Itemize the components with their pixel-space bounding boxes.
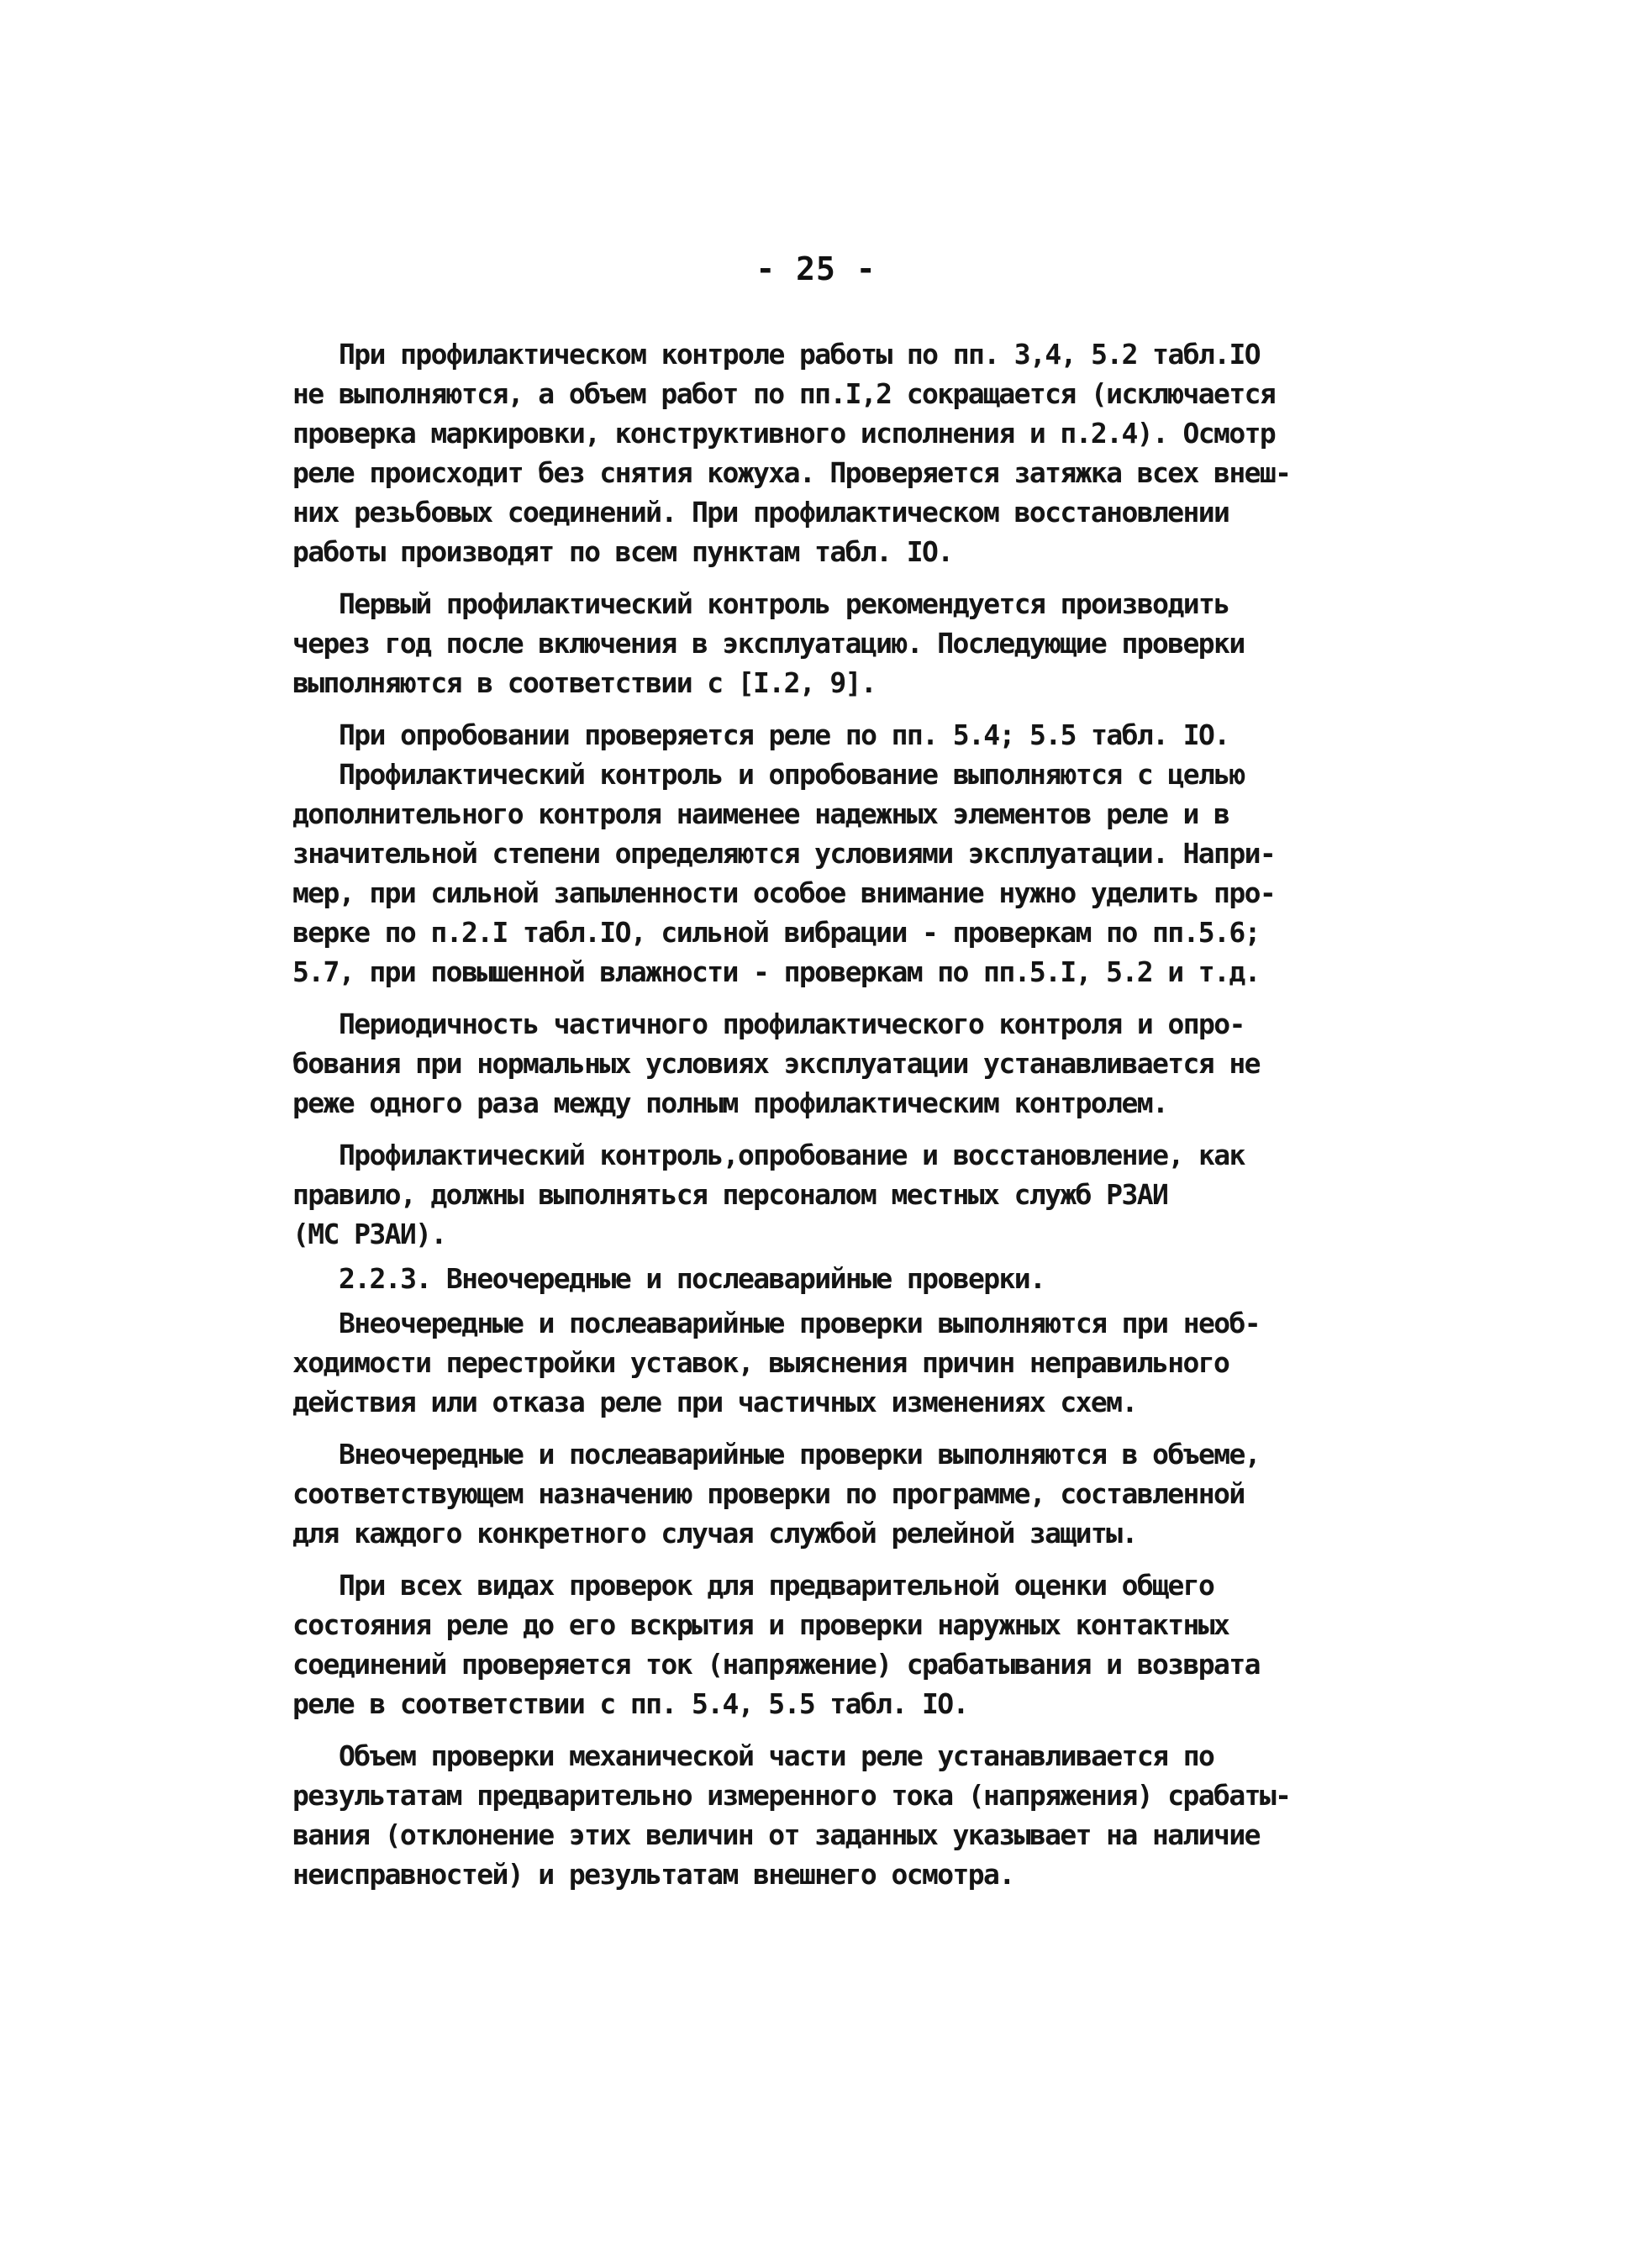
text-line: неисправностей) и результатам внешнего осмотра. [292, 1858, 1014, 1891]
text-line: 5.7, при повышенной влажности - проверкам по пп.5.I, 5.2 и т.д. [292, 955, 1260, 988]
text-line: них резьбовых соединений. При профилактическом восстановлении [292, 496, 1229, 529]
text-line: действия или отказа реле при частичных изменениях схем. [292, 1386, 1137, 1418]
text-line: состояния реле до его вскрытия и проверки наружных контактных [292, 1608, 1229, 1641]
text-line: результатам предварительно измеренного тока (напряжения) срабаты- [292, 1779, 1291, 1812]
text-line: Первый профилактический контроль рекомендуется производить [339, 587, 1229, 620]
text-line: Объем проверки механической части реле устанавливается по [339, 1739, 1214, 1772]
page-number: - 25 - [755, 250, 877, 287]
text-line: правило, должны выполняться персоналом местных служб РЗАИ [292, 1178, 1168, 1211]
text-line: Внеочередные и послеаварийные проверки выполняются при необ- [339, 1307, 1261, 1339]
text-line: реле в соответствии с пп. 5.4, 5.5 табл. IO. [292, 1687, 968, 1720]
text-line: При всех видах проверок для предварительной оценки общего [339, 1569, 1214, 1602]
text-line: Профилактический контроль,опробование и восстановление, как [339, 1139, 1245, 1171]
text-line: дополнительного контроля наименее надежных элементов реле и в [292, 797, 1229, 830]
text-line: вания (отклонение этих величин от заданных указывает на наличие [292, 1818, 1260, 1851]
text-line: При опробовании проверяется реле по пп. 5.4; 5.5 табл. IO. [339, 718, 1229, 751]
section-heading: 2.2.3. Внеочередные и послеаварийные проверки. [339, 1262, 1045, 1295]
text-line: бования при нормальных условиях эксплуатации устанавливается не [292, 1047, 1260, 1080]
text-line: работы производят по всем пунктам табл. IO. [292, 535, 953, 568]
text-line: значительной степени определяются условиями эксплуатации. Напри- [292, 837, 1276, 870]
text-line: верке по п.2.I табл.IO, сильной вибрации - проверкам по пп.5.6; [292, 916, 1260, 949]
text-line: мер, при сильной запыленности особое внимание нужно уделить про- [292, 876, 1276, 909]
text-line: (МС РЗАИ). [292, 1218, 446, 1250]
text-line: реже одного раза между полным профилактическим контролем. [292, 1087, 1168, 1119]
text-line: соединений проверяется ток (напряжение) срабатывания и возврата [292, 1648, 1260, 1681]
text-line: через год после включения в эксплуатацию. Последующие проверки [292, 627, 1245, 660]
text-line: проверка маркировки, конструктивного исполнения и п.2.4). Осмотр [292, 417, 1276, 450]
text-line: соответствующем назначению проверки по программе, составленной [292, 1477, 1245, 1510]
text-line: При профилактическом контроле работы по пп. 3,4, 5.2 табл.IO [339, 338, 1261, 371]
text-line: выполняются в соответствии с [I.2, 9]. [292, 666, 877, 699]
text-line: ходимости перестройки уставок, выяснения причин неправильного [292, 1346, 1229, 1379]
text-line: реле происходит без снятия кожуха. Проверяется затяжка всех внеш- [292, 456, 1291, 489]
text-line: Внеочередные и послеаварийные проверки выполняются в объеме, [339, 1438, 1261, 1471]
text-line: Периодичность частичного профилактического контроля и опро- [339, 1008, 1245, 1040]
text-line: для каждого конкретного случая службой релейной защиты. [292, 1517, 1137, 1550]
text-line: не выполняются, а объем работ по пп.I,2 сокращается (исключается [292, 377, 1276, 410]
text-line: Профилактический контроль и опробование выполняются с целью [339, 758, 1245, 791]
